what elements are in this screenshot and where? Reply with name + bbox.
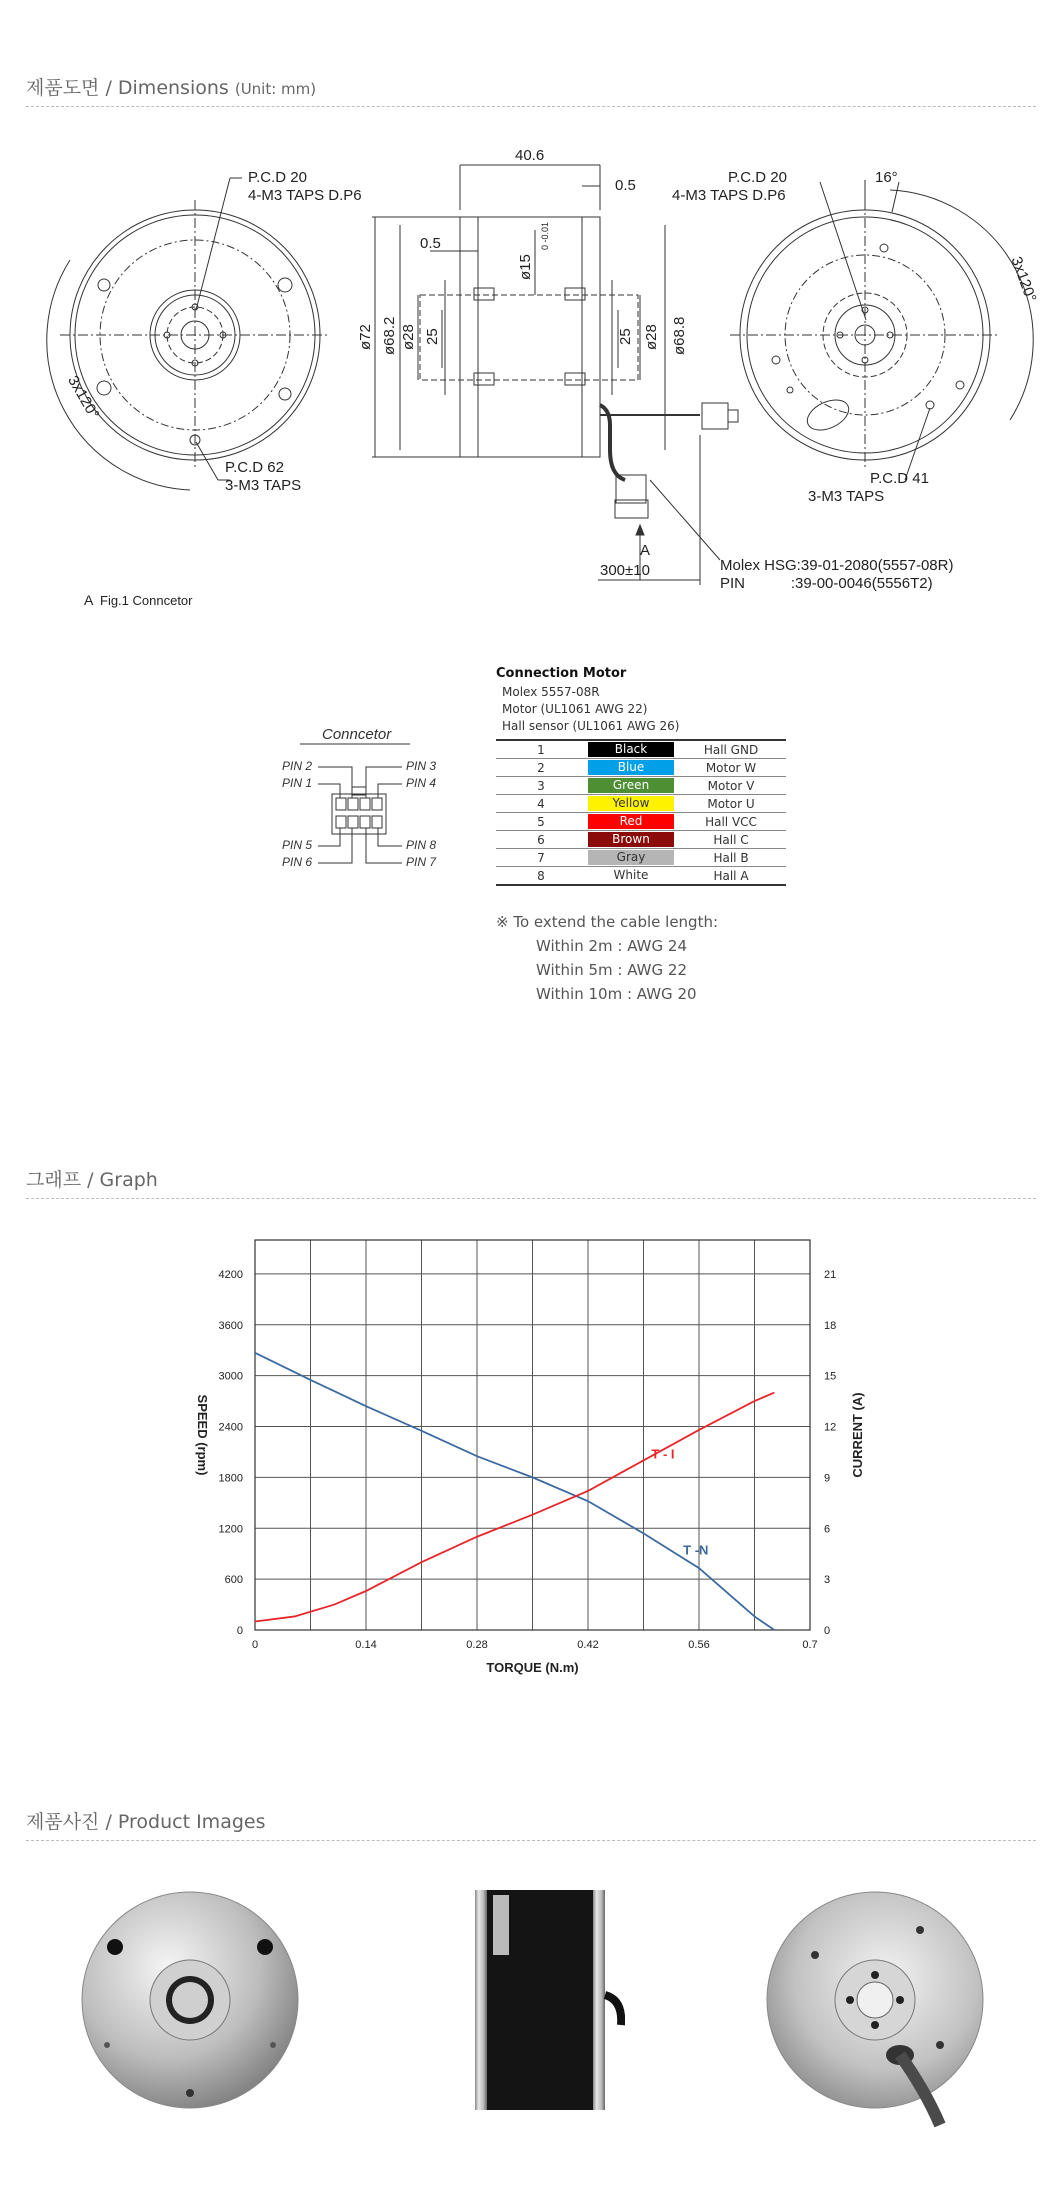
pin-signal: Hall C — [676, 831, 786, 849]
dim-28-right: ø28 — [643, 324, 660, 350]
y-tick-label: 2400 — [218, 1421, 243, 1434]
right-taps-bottom-label: 3-M3 TAPS — [808, 488, 885, 505]
y-tick-label: 3000 — [218, 1370, 243, 1383]
section-title-dimensions: 제품도면 / Dimensions — [26, 77, 229, 99]
wire-color-swatch: Red — [588, 814, 674, 829]
connector-figure-title: Conncetor — [322, 726, 392, 743]
connection-line: Motor (UL1061 AWG 22) — [502, 702, 648, 716]
wire-color-cell — [586, 740, 676, 759]
y-axis-label: SPEED (rpm) — [195, 1394, 210, 1476]
pin-signal: Hall GND — [676, 740, 786, 759]
pin-number: 7 — [496, 849, 586, 867]
pin-row — [496, 740, 786, 759]
pin-label-1: PIN 1 — [282, 776, 313, 790]
section-header-images — [26, 1806, 1036, 1841]
dim-shaft-tol: 0 -0.01 — [540, 221, 550, 250]
cable-note-item: Within 10m : AWG 20 — [536, 985, 697, 1003]
pin-signal: Motor W — [676, 759, 786, 777]
right-pcd41-label: P.C.D 41 — [870, 470, 929, 487]
pin-label-5: PIN 5 — [282, 838, 313, 852]
cable-note-title: ※ To extend the cable length: — [496, 913, 719, 931]
y2-tick-label: 9 — [824, 1472, 831, 1485]
x-tick-label: 0.56 — [688, 1639, 710, 1651]
pin-number: 8 — [496, 867, 586, 886]
molex-pin-label: PIN :39-00-0046(5556T2) — [720, 575, 933, 592]
right-pcd20-label: P.C.D 20 — [728, 169, 787, 186]
pin-label-3: PIN 3 — [406, 759, 437, 773]
pin-number: 4 — [496, 795, 586, 813]
left-taps-top-label: 4-M3 TAPS D.P6 — [248, 187, 362, 204]
y-tick-label: 600 — [224, 1574, 243, 1587]
y-tick-label: 1800 — [218, 1472, 243, 1485]
cable-note-item: Within 5m : AWG 22 — [536, 961, 687, 979]
x-tick-label: 0.42 — [577, 1639, 599, 1651]
y2-tick-label: 18 — [824, 1319, 837, 1332]
pin-label-7: PIN 7 — [406, 855, 437, 869]
cable-note — [496, 910, 718, 1006]
pin-label-8: PIN 8 — [406, 838, 437, 852]
pin-number: 2 — [496, 759, 586, 777]
dim-28-left: ø28 — [400, 324, 417, 350]
wire-color-cell — [586, 867, 676, 886]
connection-line: Molex 5557-08R — [502, 685, 600, 699]
pin-row — [496, 831, 786, 849]
right-angle-side: 3x120° — [1007, 254, 1040, 305]
x-tick-label: 0.7 — [802, 1639, 818, 1651]
wire-color-swatch: Brown — [588, 832, 674, 847]
wire-color-swatch: Yellow — [588, 796, 674, 811]
wire-color-cell — [586, 795, 676, 813]
connector-figure — [280, 722, 450, 872]
y2-tick-label: 12 — [824, 1421, 837, 1434]
x-tick-label: 0.14 — [355, 1639, 377, 1651]
wire-color-cell — [586, 813, 676, 831]
wire-color-swatch: White — [588, 868, 674, 883]
pin-signal: Hall VCC — [676, 813, 786, 831]
dim-682-left: ø68.2 — [381, 316, 398, 355]
pin-signal: Hall B — [676, 849, 786, 867]
wire-color-cell — [586, 759, 676, 777]
right-angle-top: 16° — [875, 169, 898, 186]
y2-tick-label: 3 — [824, 1574, 831, 1587]
y2-tick-label: 0 — [824, 1625, 831, 1637]
connection-line: Hall sensor (UL1061 AWG 26) — [502, 719, 680, 733]
section-title-images: 제품사진 / Product Images — [26, 1811, 266, 1833]
wire-color-swatch: Gray — [588, 850, 674, 865]
pin-number: 5 — [496, 813, 586, 831]
y2-tick-label: 21 — [824, 1268, 837, 1281]
pin-row — [496, 795, 786, 813]
cable-length: 300±10 — [600, 562, 650, 579]
left-pcd62-label: P.C.D 62 — [225, 459, 284, 476]
y-tick-label: 4200 — [218, 1268, 243, 1281]
pin-row — [496, 777, 786, 795]
dim-25-left: 25 — [424, 328, 441, 345]
pin-row — [496, 813, 786, 831]
fig-caption: Fig.1 Conncetor — [100, 593, 193, 608]
y2-tick-label: 15 — [824, 1370, 837, 1383]
section-unit: (Unit: mm) — [234, 80, 317, 98]
pin-signal: Hall A — [676, 867, 786, 886]
pin-label-6: PIN 6 — [282, 855, 313, 869]
product-photo-front — [75, 1885, 305, 2115]
wire-color-cell — [586, 777, 676, 795]
dimension-drawing — [0, 120, 1060, 620]
pin-row — [496, 867, 786, 886]
x-axis-label: TORQUE (N.m) — [486, 1660, 579, 1675]
molex-hsg-label: Molex HSG:39-01-2080(5557-08R) — [720, 557, 954, 574]
x-tick-label: 0 — [251, 1639, 259, 1651]
marker-a: A — [640, 542, 651, 559]
pin-row — [496, 759, 786, 777]
pin-number: 6 — [496, 831, 586, 849]
pin-label-4: PIN 4 — [406, 776, 437, 790]
pin-signal: Motor V — [676, 777, 786, 795]
y2-axis-label: CURRENT (A) — [850, 1392, 865, 1478]
connection-title: Connection Motor — [496, 666, 627, 681]
series-label: T -N — [683, 1542, 709, 1558]
section-header-dimensions — [26, 72, 1036, 107]
wire-color-swatch: Black — [588, 742, 674, 757]
dim-gap2: 0.5 — [420, 235, 441, 252]
cable-note-item: Within 2m : AWG 24 — [536, 937, 687, 955]
pin-number: 1 — [496, 740, 586, 759]
dim-688: ø68.8 — [671, 316, 688, 355]
pin-number: 3 — [496, 777, 586, 795]
wire-color-swatch: Green — [588, 778, 674, 793]
dim-25-right: 25 — [617, 328, 634, 345]
y-tick-label: 1200 — [218, 1523, 243, 1536]
y-tick-label: 3600 — [218, 1319, 243, 1332]
y2-tick-label: 6 — [824, 1523, 831, 1536]
right-taps-top-label: 4-M3 TAPS D.P6 — [672, 187, 786, 204]
torque-chart — [180, 1225, 900, 1685]
fig-label-a: A — [84, 592, 94, 608]
section-title-graph: 그래프 / Graph — [26, 1169, 158, 1191]
dim-shaft: ø15 — [517, 254, 534, 280]
x-tick-label: 0.28 — [466, 1639, 488, 1651]
series-label: T - I — [651, 1446, 675, 1462]
connection-block — [496, 666, 786, 886]
wire-color-cell — [586, 849, 676, 867]
product-photo-side — [465, 1885, 625, 2115]
pin-label-2: PIN 2 — [282, 759, 313, 773]
dim-gap: 0.5 — [615, 177, 636, 194]
section-header-graph — [26, 1164, 1036, 1199]
left-pcd20-label: P.C.D 20 — [248, 169, 307, 186]
product-photo-rear — [760, 1885, 990, 2130]
pin-table — [496, 739, 786, 886]
left-angle-label: 3x120° — [64, 372, 103, 423]
wire-color-cell — [586, 831, 676, 849]
pin-row — [496, 849, 786, 867]
dim-72: ø72 — [357, 324, 374, 350]
left-taps-bottom-label: 3-M3 TAPS — [225, 477, 302, 494]
pin-signal: Motor U — [676, 795, 786, 813]
y-tick-label: 0 — [236, 1625, 243, 1637]
wire-color-swatch: Blue — [588, 760, 674, 775]
series-line-speed — [255, 1353, 774, 1630]
dim-length: 40.6 — [515, 147, 545, 164]
